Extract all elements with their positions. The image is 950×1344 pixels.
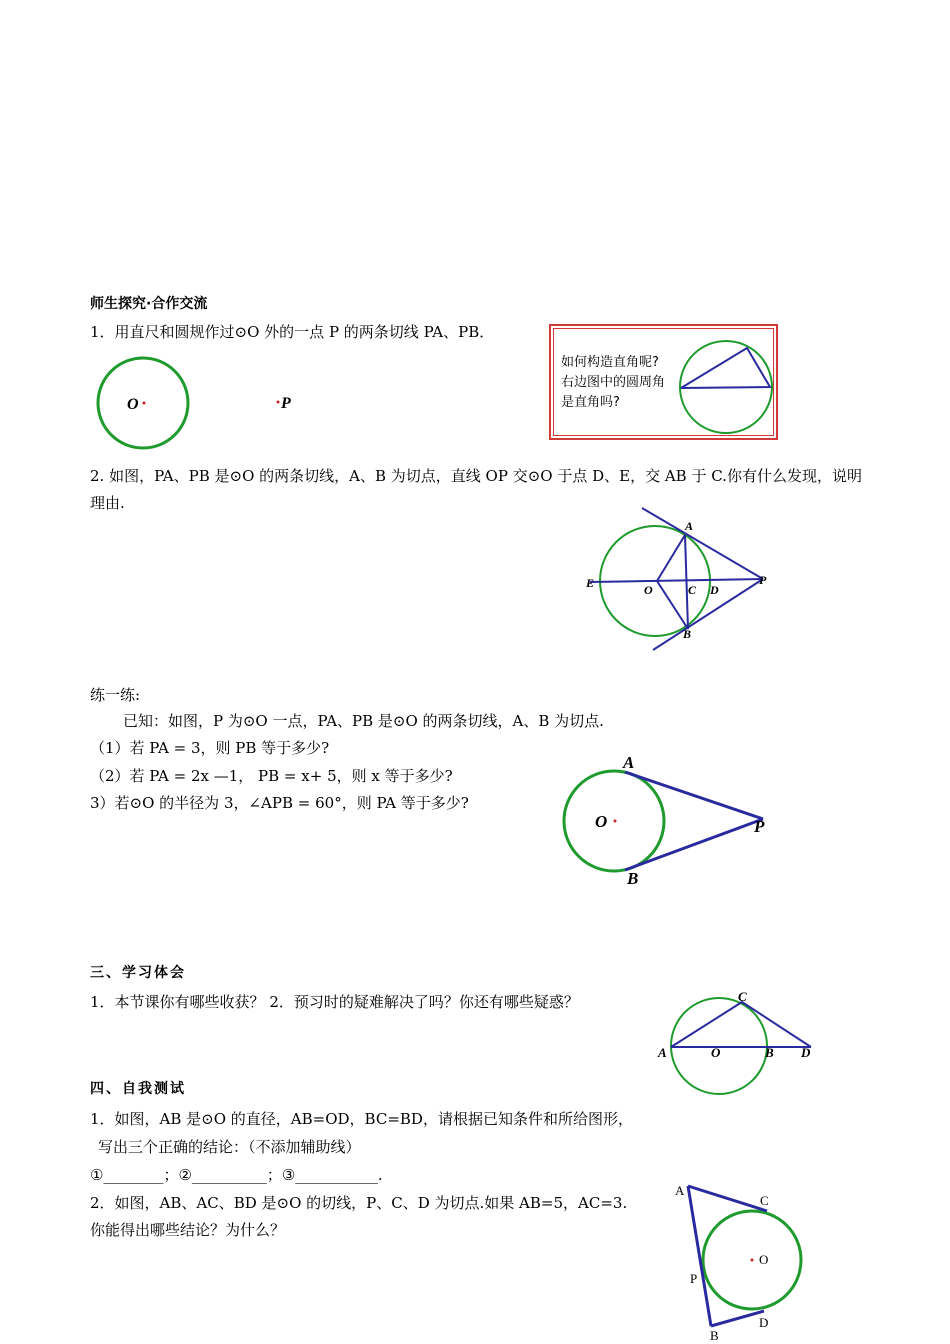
tangent-pa	[625, 772, 763, 819]
center-dot	[614, 820, 617, 823]
hint-line-2: 右边图中的圆周角	[561, 375, 666, 390]
label-b: B	[710, 1328, 719, 1343]
tangent-bd	[711, 1311, 764, 1326]
label-b: B	[627, 869, 639, 888]
label-c: C	[760, 1193, 769, 1208]
label-c: C	[688, 583, 697, 597]
label-p: P	[281, 395, 291, 412]
practice-item-2: （2）若 PA = 2x —1， PB = x+ 5，则 x 等于多少?	[90, 767, 453, 785]
radius-ob	[657, 581, 688, 629]
tangent-pa	[642, 508, 763, 579]
label-p: P	[759, 573, 767, 587]
practice-given: 已知：如图，P 为⊙O 一点，PA、PB 是⊙O 的两条切线，A、B 为切点.	[123, 712, 604, 730]
figure-tangent-trapezoid	[670, 1178, 820, 1344]
label-p: P	[690, 1271, 698, 1286]
hint-figure	[675, 338, 775, 438]
label-o: O	[759, 1252, 769, 1267]
label-b: B	[765, 1045, 774, 1060]
practice-item-3: 3）若⊙O 的半径为 3，∠APB = 60°，则 PA 等于多少?	[90, 794, 469, 812]
test-q1-line-2: 写出三个正确的结论：（不添加辅助线）	[98, 1138, 361, 1156]
practice-item-1: （1）若 PA = 3，则 PB 等于多少?	[90, 739, 330, 757]
label-o: O	[711, 1045, 721, 1060]
label-c: C	[738, 989, 747, 1004]
label-e: E	[586, 576, 595, 590]
center-dot	[751, 1259, 754, 1262]
label-p: P	[754, 817, 765, 836]
section-heading-explore: 师生探究·合作交流	[90, 296, 208, 312]
point-p-dot	[277, 401, 280, 404]
hint-line-3: 是直角吗?	[561, 395, 620, 410]
reflection-text: 1．本节课你有哪些收获？ 2．预习时的疑难解决了吗？你还有哪些疑惑？	[90, 993, 579, 1011]
line-ep	[590, 579, 763, 582]
practice-title: 练一练:	[90, 686, 141, 704]
tangent-ab	[688, 1186, 711, 1326]
label-o: O	[595, 812, 608, 831]
chord-ab	[685, 535, 688, 629]
label-a: A	[675, 1183, 685, 1198]
test-q1-blanks: ①________；②__________；③___________.	[90, 1166, 383, 1184]
question-2-line-2: 理由.	[90, 494, 125, 512]
tangent-pb	[625, 819, 763, 870]
label-d: D	[710, 583, 719, 597]
test-q2-line-2: 你能得出哪些结论？为什么？	[90, 1221, 286, 1239]
label-a: A	[623, 753, 635, 772]
figure-two-tangents	[555, 752, 785, 892]
section-heading-reflection: 三、学习体会	[90, 965, 186, 981]
figure-circle-point	[90, 352, 320, 452]
lines-ac-cd	[671, 1002, 811, 1047]
label-d: D	[759, 1315, 769, 1330]
label-a: A	[658, 1045, 667, 1060]
section-heading-self-test: 四、自我测试	[90, 1081, 186, 1097]
label-a: A	[685, 519, 694, 533]
label-d: D	[801, 1045, 811, 1060]
question-2-line-1: 2. 如图，PA、PB 是⊙O 的两条切线，A、B 为切点，直线 OP 交⊙O 于点 D、E，交 AB 于 C.你有什么发现，说明	[90, 467, 862, 485]
label-o: O	[127, 396, 139, 413]
label-b: B	[683, 627, 692, 641]
tangent-ac	[688, 1186, 767, 1211]
figure-diameter-triangle	[655, 988, 825, 1098]
question-1-text: 1．用直尺和圆规作过⊙O 外的一点 P 的两条切线 PA、PB．	[90, 323, 495, 341]
label-o: O	[644, 583, 653, 597]
hint-line-1: 如何构造直角呢?	[561, 355, 659, 370]
test-q2-line-1: 2．如图，AB、AC、BD 是⊙O 的切线，P、C、D 为切点.如果 AB=5，AC=3.	[90, 1194, 628, 1212]
radius-oa	[657, 535, 685, 581]
figure-tangents-op	[580, 505, 780, 655]
tangent-pb	[653, 579, 763, 650]
center-dot	[143, 402, 146, 405]
test-q1-line-1: 1．如图，AB 是⊙O 的直径，AB=OD，BC=BD，请根据已知条件和所给图形，	[90, 1110, 633, 1128]
